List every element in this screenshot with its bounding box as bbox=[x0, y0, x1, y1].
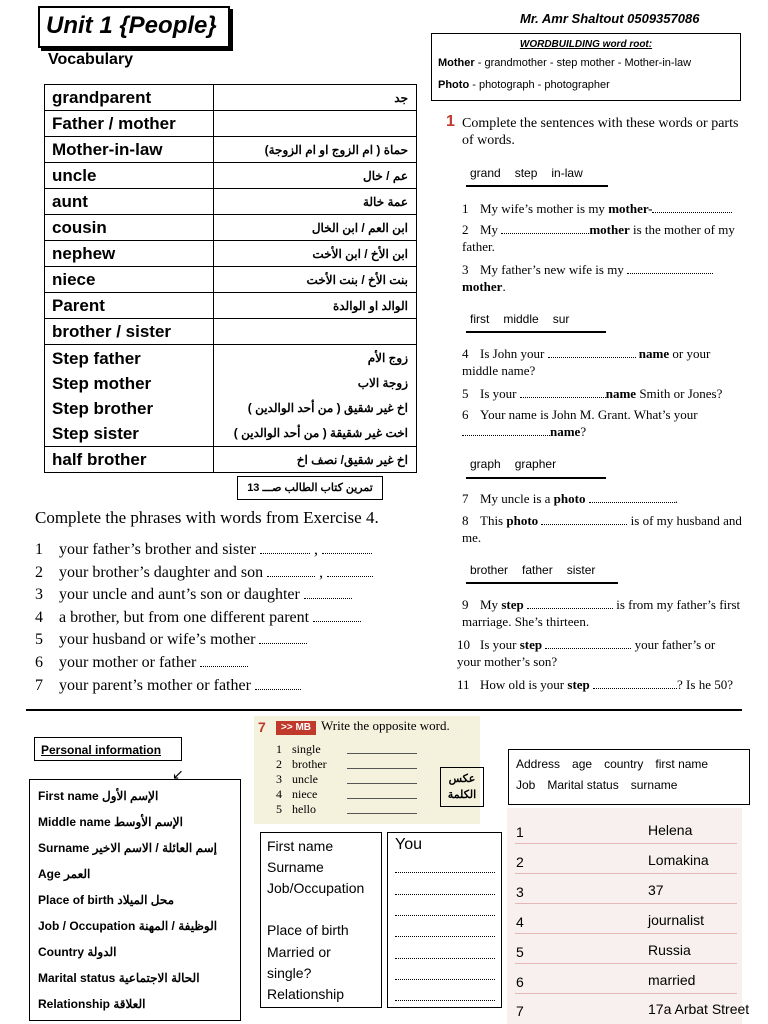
phrase-number: 7 bbox=[35, 677, 43, 694]
answer-line[interactable] bbox=[347, 813, 417, 814]
word-bank-line bbox=[516, 778, 689, 792]
opposite-word: uncle bbox=[292, 772, 318, 786]
personal-info-item: Middle name الإسم الأوسط bbox=[38, 815, 183, 829]
arrow-icon: ↙ bbox=[172, 766, 184, 782]
word-bank-item: first name bbox=[655, 757, 709, 771]
sentence-keyword: mother bbox=[589, 222, 630, 237]
answer-blank[interactable] bbox=[260, 541, 310, 554]
answer-blank[interactable] bbox=[255, 677, 301, 690]
word-option: grand bbox=[470, 166, 501, 180]
sentence-text: is from my father’s first marriage. She’s thirteen. bbox=[462, 597, 741, 629]
sentence-keyword: name bbox=[550, 424, 581, 439]
personal-info-item: Place of birth محل الميلاد bbox=[38, 893, 175, 907]
vocab-word: Step mother bbox=[52, 374, 152, 393]
separator: , bbox=[319, 564, 324, 581]
sentence-number: 7 bbox=[462, 491, 469, 506]
word-option: step bbox=[514, 166, 538, 180]
vocab-translation bbox=[214, 319, 417, 345]
vocab-word: Parent bbox=[45, 293, 214, 319]
sentence-text: Is John your bbox=[480, 346, 548, 361]
form-label: Surname bbox=[267, 859, 324, 875]
vocab-translation: اخت غير شقيقة ( من أحد الوالدين ) bbox=[233, 425, 408, 440]
root-word: Mother bbox=[438, 57, 475, 69]
phrases-heading: Complete the phrases with words from Exercise 4. bbox=[35, 508, 379, 527]
sentence-text: is of my husband and me. bbox=[462, 513, 742, 545]
table-row bbox=[45, 189, 417, 215]
exercise-instruction: Complete the sentences with these words or parts of words. bbox=[462, 116, 739, 148]
vocab-translation: اخ غير شقيق/ نصف اخ bbox=[214, 447, 417, 473]
phrase-number: 6 bbox=[35, 654, 43, 671]
vocab-translation: عم / خال bbox=[214, 163, 417, 189]
personal-info-item: Country الدولة bbox=[38, 945, 117, 959]
sentence bbox=[462, 490, 747, 507]
answer-blank[interactable] bbox=[327, 564, 373, 577]
vocab-translation: زوج الأم bbox=[367, 350, 408, 365]
sentence-keyword: name bbox=[638, 346, 670, 361]
answer-blank[interactable] bbox=[200, 654, 248, 667]
word-option: first bbox=[470, 312, 490, 326]
divider bbox=[466, 582, 618, 584]
opposite-item: 3 uncle bbox=[276, 772, 318, 786]
sentence-text: This bbox=[480, 513, 507, 528]
answer-blank[interactable] bbox=[527, 596, 613, 609]
answer-line[interactable] bbox=[395, 894, 495, 895]
sentence-text: My bbox=[480, 597, 502, 612]
phrase-number: 1 bbox=[35, 541, 43, 558]
sentence-keyword: step bbox=[519, 637, 543, 652]
sentence-keyword: step bbox=[567, 677, 590, 692]
vocab-translation: اخ غير شقيق ( من أحد الوالدين ) bbox=[247, 400, 408, 415]
sentence bbox=[457, 636, 742, 670]
sentence bbox=[462, 261, 747, 295]
answer-divider bbox=[515, 963, 737, 964]
phrase-item bbox=[35, 631, 307, 649]
vocab-word: cousin bbox=[45, 215, 214, 241]
vocab-word: Step brother bbox=[52, 399, 154, 418]
table-row bbox=[45, 345, 417, 447]
phrase-number: 3 bbox=[35, 586, 43, 603]
answer-line[interactable] bbox=[395, 915, 495, 916]
sentence bbox=[462, 512, 747, 546]
phrase-text: your parent’s mother or father bbox=[59, 677, 251, 694]
phrase-text: your uncle and aunt’s son or daughter bbox=[59, 586, 300, 603]
sentence-number: 6 bbox=[462, 407, 469, 422]
opposite-word: hello bbox=[292, 802, 316, 816]
answer-blank[interactable] bbox=[259, 631, 307, 644]
opposite-word: brother bbox=[292, 757, 327, 771]
vocab-word: aunt bbox=[45, 189, 214, 215]
table-row bbox=[45, 319, 417, 345]
sentence bbox=[462, 596, 747, 630]
phrase-item bbox=[35, 654, 248, 672]
word-option: brother bbox=[470, 563, 509, 577]
answer-blank[interactable] bbox=[313, 609, 361, 622]
mb-badge: >> MB bbox=[276, 721, 316, 735]
form-label: Place of birth bbox=[267, 922, 349, 938]
form-label: First name bbox=[267, 838, 334, 854]
vocab-translation: الوالد او الوالدة bbox=[214, 293, 417, 319]
wordbuilding-heading: WORDBUILDING word root: bbox=[519, 39, 653, 50]
answer-number: 4 bbox=[516, 914, 524, 930]
sentence-text: Smith or Jones? bbox=[636, 386, 723, 401]
divider bbox=[466, 477, 606, 479]
answer-value: Lomakina bbox=[648, 852, 709, 868]
word-option: father bbox=[522, 563, 553, 577]
vocab-translation: ابن العم / ابن الخال bbox=[214, 215, 417, 241]
word-bank-line bbox=[516, 757, 720, 771]
answer-divider bbox=[515, 873, 737, 874]
word-group bbox=[470, 166, 597, 180]
vocab-translation: حماة ( ام الزوج او ام الزوجة) bbox=[214, 137, 417, 163]
answer-blank[interactable] bbox=[541, 512, 627, 525]
form-label: single? bbox=[267, 965, 312, 981]
exercise-number: 7 bbox=[258, 719, 266, 735]
phrase-item bbox=[35, 586, 352, 604]
opposite-instruction: Write the opposite word. bbox=[321, 718, 450, 733]
answer-blank[interactable] bbox=[548, 345, 636, 358]
phrase-text: a brother, but from one different parent bbox=[59, 609, 310, 626]
answer-number: 6 bbox=[516, 974, 524, 990]
form-you-box bbox=[387, 832, 502, 1008]
opposite-item: 4 niece bbox=[276, 787, 318, 801]
phrase-item bbox=[35, 564, 373, 582]
vocab-translation: عمة خالة bbox=[214, 189, 417, 215]
sentence-number: 10 bbox=[457, 637, 470, 652]
answer-value: Russia bbox=[648, 942, 691, 958]
answer-divider bbox=[515, 933, 737, 934]
sentence-keyword: step bbox=[501, 597, 524, 612]
sentence-keyword: photo bbox=[506, 513, 539, 528]
phrase-item bbox=[35, 541, 372, 559]
phrase-number: 5 bbox=[35, 631, 43, 648]
word-bank-item: age bbox=[572, 757, 593, 771]
answer-number: 3 bbox=[516, 884, 524, 900]
opposite-item: 5 hello bbox=[276, 802, 316, 816]
opposite-word: niece bbox=[292, 787, 318, 801]
sentence-text: ? bbox=[580, 424, 587, 439]
personal-info-item: Job / Occupation الوظيفة / المهنة bbox=[38, 919, 218, 933]
table-row bbox=[45, 85, 417, 111]
answer-value: journalist bbox=[648, 912, 705, 928]
vocab-word: Step sister bbox=[52, 424, 139, 443]
table-row bbox=[45, 163, 417, 189]
answer-line[interactable] bbox=[347, 753, 417, 754]
word-option: middle bbox=[503, 312, 539, 326]
phrase-number: 2 bbox=[35, 564, 43, 581]
root-word: Photo bbox=[438, 79, 470, 91]
table-row bbox=[45, 447, 417, 473]
divider bbox=[466, 331, 606, 333]
sentence-number: 1 bbox=[462, 201, 469, 216]
sentence-text: How old is your bbox=[480, 677, 568, 692]
vocabulary-table bbox=[44, 84, 417, 473]
opposite-item: 1 single bbox=[276, 742, 321, 756]
vocab-translation: جد bbox=[214, 85, 417, 111]
table-row bbox=[45, 137, 417, 163]
personal-info-item: First name الإسم الأول bbox=[38, 789, 159, 803]
step-words-cell bbox=[45, 345, 214, 447]
table-row bbox=[45, 293, 417, 319]
page-title: Unit 1 {People} bbox=[46, 12, 217, 39]
sentence-text: My wife’s mother is my bbox=[480, 201, 609, 216]
sentence-keyword: photo bbox=[553, 491, 586, 506]
opposite-arabic-label: عكس الكلمة bbox=[440, 767, 484, 807]
sentence-text: Your name is John M. Grant. What’s your bbox=[480, 407, 698, 422]
word-group bbox=[470, 563, 609, 577]
sentence-number: 2 bbox=[462, 222, 469, 237]
answer-blank[interactable] bbox=[627, 261, 713, 274]
vocab-translation bbox=[214, 111, 417, 137]
answer-line[interactable] bbox=[395, 1000, 495, 1001]
sentence-number: 8 bbox=[462, 513, 469, 528]
sentence-number: 4 bbox=[462, 346, 469, 361]
answer-line[interactable] bbox=[395, 979, 495, 980]
sentence-text: My father’s new wife is my bbox=[480, 262, 628, 277]
sentence bbox=[457, 676, 742, 693]
section-divider bbox=[26, 709, 742, 711]
answer-blank[interactable] bbox=[304, 586, 352, 599]
sentence bbox=[462, 200, 747, 217]
sentence-text: ? Is he 50? bbox=[677, 677, 733, 692]
sentence bbox=[462, 345, 747, 379]
personal-info-item: Surname إسم العائلة / الاسم الاخير bbox=[38, 841, 217, 855]
answer-value: 17a Arbat Street bbox=[648, 1001, 750, 1017]
opposite-word: single bbox=[292, 742, 321, 756]
word-option: sur bbox=[552, 312, 570, 326]
answer-value: 37 bbox=[648, 882, 664, 898]
vocab-word: brother / sister bbox=[45, 319, 214, 345]
vocab-translation: زوجة الاب bbox=[357, 375, 408, 390]
vocab-word: Mother-in-law bbox=[45, 137, 214, 163]
answer-blank[interactable] bbox=[593, 676, 677, 689]
derived-words: - photograph - photographer bbox=[469, 79, 610, 91]
answer-blank[interactable] bbox=[462, 423, 550, 436]
word-group bbox=[470, 312, 583, 326]
form-label: Married or bbox=[267, 944, 331, 960]
answer-blank[interactable] bbox=[322, 541, 372, 554]
wordbuilding-line bbox=[438, 79, 610, 91]
answer-value: married bbox=[648, 972, 696, 988]
word-bank-item: Marital status bbox=[547, 778, 619, 792]
vocab-word: nephew bbox=[45, 241, 214, 267]
answer-number: 7 bbox=[516, 1003, 524, 1019]
word-option: grapher bbox=[514, 457, 557, 471]
answer-divider bbox=[515, 903, 737, 904]
sentence-number: 5 bbox=[462, 386, 469, 401]
teacher-name: Mr. Amr Shaltout 0509357086 bbox=[520, 11, 700, 26]
sentence-keyword: name bbox=[605, 386, 637, 401]
word-option: graph bbox=[470, 457, 501, 471]
vocab-translation: بنت الأخ / بنت الأخت bbox=[214, 267, 417, 293]
personal-info-item: Marital status الحالة الاجتماعية bbox=[38, 971, 200, 985]
phrase-text: your mother or father bbox=[59, 654, 197, 671]
phrase-text: your brother’s daughter and son bbox=[59, 564, 264, 581]
sentence-number: 9 bbox=[462, 597, 469, 612]
vocab-word: niece bbox=[45, 267, 214, 293]
phrase-number: 4 bbox=[35, 609, 43, 626]
sentence-text: Is your bbox=[480, 637, 520, 652]
step-translations-cell bbox=[214, 345, 417, 447]
word-bank-item: Address bbox=[516, 757, 561, 771]
answer-value: Helena bbox=[648, 822, 693, 838]
derived-words: - grandmother - step mother - Mother-in-law bbox=[474, 57, 692, 69]
form-label: Relationship bbox=[267, 986, 345, 1002]
word-bank-item: country bbox=[604, 757, 644, 771]
sentence-text: My uncle is a bbox=[480, 491, 554, 506]
answer-blank[interactable] bbox=[545, 636, 631, 649]
divider bbox=[466, 185, 608, 187]
answer-line[interactable] bbox=[347, 798, 417, 799]
answer-number: 5 bbox=[516, 944, 524, 960]
answer-blank[interactable] bbox=[520, 385, 606, 398]
answer-line[interactable] bbox=[347, 768, 417, 769]
vocab-translation: ابن الأخ / ابن الأخت bbox=[214, 241, 417, 267]
phrase-text: your father’s brother and sister bbox=[59, 541, 256, 558]
sentence-text: . bbox=[502, 279, 506, 294]
sentence-number: 11 bbox=[457, 677, 470, 692]
phrase-text: your husband or wife’s mother bbox=[59, 631, 256, 648]
table-row bbox=[45, 215, 417, 241]
answers-panel bbox=[507, 808, 742, 1024]
exercise-number: 1 bbox=[446, 113, 455, 130]
word-bank-item: surname bbox=[630, 778, 678, 792]
answer-line[interactable] bbox=[395, 872, 495, 873]
sentence-text: My bbox=[480, 222, 502, 237]
sentence-text: your father’s or your mother’s son? bbox=[457, 637, 716, 669]
answer-divider bbox=[515, 843, 737, 844]
personal-info-title: Personal information bbox=[34, 737, 182, 761]
table-row bbox=[45, 267, 417, 293]
you-label: You bbox=[395, 836, 422, 853]
answer-line[interactable] bbox=[395, 936, 495, 937]
sentence bbox=[462, 221, 747, 255]
answer-divider bbox=[515, 993, 737, 994]
table-row bbox=[45, 111, 417, 137]
answer-blank[interactable] bbox=[652, 200, 732, 213]
vocabulary-heading: Vocabulary bbox=[48, 51, 134, 68]
phrase-item bbox=[35, 609, 361, 627]
sentence bbox=[462, 406, 747, 440]
word-bank-item: Job bbox=[516, 778, 536, 792]
vocab-word: uncle bbox=[45, 163, 214, 189]
answer-blank[interactable] bbox=[589, 490, 675, 503]
answer-line[interactable] bbox=[347, 783, 417, 784]
wordbuilding-line bbox=[438, 57, 691, 69]
answer-blank[interactable] bbox=[501, 221, 589, 234]
separator: , bbox=[313, 541, 318, 558]
sentence-number: 3 bbox=[462, 262, 469, 277]
sentence-text: . bbox=[674, 491, 678, 506]
sentence-text: Is your bbox=[480, 386, 520, 401]
sentence-text: is the mother of my father. bbox=[462, 222, 735, 254]
word-option: in-law bbox=[551, 166, 583, 180]
vocab-word: grandparent bbox=[45, 85, 214, 111]
vocab-word: Father / mother bbox=[45, 111, 214, 137]
answer-blank[interactable] bbox=[267, 564, 315, 577]
phrase-item bbox=[35, 677, 301, 695]
vocab-word: Step father bbox=[52, 349, 141, 368]
word-group bbox=[470, 457, 570, 471]
vocab-word: half brother bbox=[45, 447, 214, 473]
personal-info-item: Relationship العلاقة bbox=[38, 997, 146, 1011]
opposite-item: 2 brother bbox=[276, 757, 327, 771]
sentence-keyword: mother- bbox=[608, 201, 653, 216]
answer-number: 2 bbox=[516, 854, 524, 870]
table-row bbox=[45, 241, 417, 267]
exercise-reference: تمرين كتاب الطالب صـــ 13 bbox=[237, 476, 383, 500]
sentence-keyword: mother bbox=[462, 279, 503, 294]
sentence bbox=[462, 385, 747, 402]
personal-info-item: Age العمر bbox=[38, 867, 91, 881]
answer-number: 1 bbox=[516, 824, 524, 840]
form-label: Job/Occupation bbox=[267, 880, 365, 896]
answer-line[interactable] bbox=[395, 958, 495, 959]
sentence-text: or your middle name? bbox=[462, 346, 711, 378]
word-option: sister bbox=[566, 563, 596, 577]
